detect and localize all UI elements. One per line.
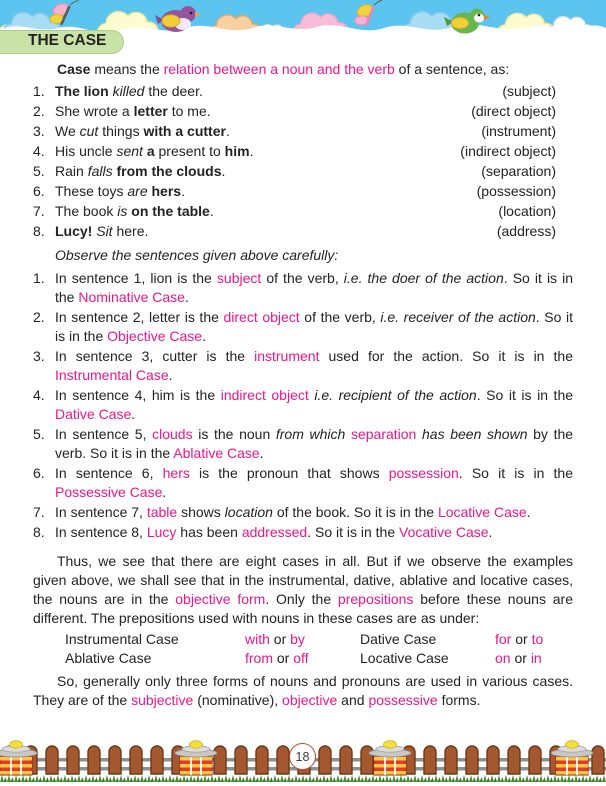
text-segment: The lion — [55, 83, 109, 99]
text-segment: cut — [79, 123, 99, 139]
example-item — [33, 202, 573, 221]
text-segment: has been shown — [422, 426, 528, 442]
text-segment: . So it is in the — [55, 270, 574, 305]
text-segment: relation between a noun and the verb — [163, 61, 395, 77]
text-segment: killed — [112, 83, 145, 99]
example-sentence — [55, 222, 497, 241]
example-sentence — [55, 162, 481, 181]
text-segment: Objective Case — [107, 328, 203, 344]
text-segment: . — [162, 484, 167, 500]
text-segment: sent — [116, 143, 143, 159]
case-role-label: (address) — [496, 223, 556, 239]
text-segment: prepositions — [337, 591, 414, 607]
prepositions-value — [495, 630, 573, 649]
section-header — [0, 30, 124, 54]
text-segment: addressed — [241, 524, 308, 540]
example-number: 6. — [33, 183, 45, 199]
text-segment: and — [337, 692, 369, 708]
text-segment: the deer. — [144, 83, 203, 99]
text-segment: things — [98, 123, 144, 139]
text-segment: objective — [282, 692, 338, 708]
text-segment: i.e. receiver of the action — [380, 309, 536, 325]
text-segment: or — [510, 650, 531, 666]
example-item — [33, 222, 573, 241]
example-item — [33, 182, 573, 201]
text-segment: of the book. So it is in the — [272, 504, 438, 520]
text-segment: . — [259, 445, 264, 461]
page-number-badge — [289, 743, 316, 770]
text-segment: present to — [154, 143, 225, 159]
text-segment: Case — [57, 61, 91, 77]
text-segment: possession — [388, 465, 459, 481]
text-segment: a — [146, 143, 155, 159]
observation-item — [33, 425, 573, 463]
prepositions-value — [495, 649, 573, 668]
case-name: Instrumental Case — [65, 631, 179, 647]
text-segment: . — [225, 123, 230, 139]
text-segment: by — [290, 631, 305, 647]
text-segment: falls — [87, 163, 113, 179]
observation-sentence — [55, 347, 573, 385]
case-role-label: (indirect object) — [460, 143, 556, 159]
text-segment: for — [495, 631, 512, 647]
text-segment: His uncle — [55, 143, 117, 159]
observation-number: 4. — [33, 387, 45, 403]
text-segment: These toys — [55, 183, 128, 199]
text-segment: . So it is in the — [458, 465, 574, 481]
observation-sentence — [55, 464, 573, 502]
case-role-label: (location) — [498, 203, 556, 219]
text-segment: Rain — [55, 163, 88, 179]
text-segment: Instrumental Case — [55, 367, 169, 383]
observation-item — [33, 523, 573, 542]
text-segment: him — [224, 143, 250, 159]
example-number: 1. — [33, 83, 45, 99]
case-role-label: (instrument) — [481, 123, 556, 139]
text-segment: direct object — [223, 309, 300, 325]
example-number: 3. — [33, 123, 45, 139]
text-segment: i.e. the doer of the action — [343, 270, 504, 286]
example-sentence — [55, 122, 481, 141]
text-segment: on — [495, 650, 511, 666]
observation-sentence — [55, 425, 573, 463]
case-name: Locative Case — [360, 650, 449, 666]
prepositions-table — [65, 630, 573, 668]
observation-number: 1. — [33, 270, 45, 286]
observation-item — [33, 269, 573, 307]
intro-paragraph — [33, 60, 573, 79]
example-item — [33, 142, 573, 161]
text-segment: from which — [275, 426, 346, 442]
text-segment: We — [55, 123, 80, 139]
observation-number: 7. — [33, 504, 45, 520]
example-number: 8. — [33, 223, 45, 239]
text-segment: . — [181, 183, 185, 199]
text-segment: is the pronoun that shows — [189, 465, 389, 481]
observation-sentence — [55, 523, 573, 542]
text-segment: of a sentence, as: — [394, 61, 510, 77]
text-segment: possessive — [368, 692, 438, 708]
text-segment: So, generally only three forms of nouns and pronouns are used in various cases. They are of the — [33, 673, 573, 708]
text-segment: is — [117, 203, 128, 219]
example-number: 2. — [33, 103, 45, 119]
example-sentence — [55, 182, 477, 201]
text-segment: subjective — [131, 692, 194, 708]
observation-item — [33, 347, 573, 385]
prepositions-value — [245, 649, 360, 668]
text-segment: letter — [133, 103, 168, 119]
text-segment: In sentence 1, lion is the — [55, 270, 217, 286]
example-sentence — [55, 82, 502, 101]
page-number: 18 — [295, 749, 310, 764]
observation-number: 5. — [33, 426, 45, 442]
page-content — [33, 60, 573, 710]
text-segment: instrument — [254, 348, 320, 364]
text-segment: Possessive Case — [55, 484, 163, 500]
case-role-label: (possession) — [476, 183, 556, 199]
text-segment: Lucy! — [55, 223, 93, 239]
observation-number: 8. — [33, 524, 45, 540]
observation-sentence — [55, 308, 573, 346]
text-segment: i.e. recipient of the action — [314, 387, 477, 403]
text-segment: Ablative Case — [173, 445, 260, 461]
example-item — [33, 82, 573, 101]
text-segment: . — [184, 289, 189, 305]
section-title: THE CASE — [28, 32, 107, 49]
text-segment: or — [511, 631, 532, 647]
text-segment: before these nouns are different. The prepositions used with nouns in these cases are as under: — [33, 591, 573, 626]
text-segment: . — [526, 504, 531, 520]
text-segment: subject — [216, 270, 262, 286]
text-segment: with a cutter — [143, 123, 226, 139]
example-item — [33, 162, 573, 181]
example-sentence — [55, 102, 471, 121]
text-segment: on the table — [131, 203, 210, 219]
text-segment: in — [530, 650, 542, 666]
text-segment: shows — [177, 504, 225, 520]
text-segment: objective form — [175, 591, 266, 607]
grass-strip — [0, 775, 606, 782]
text-segment: In sentence 4, him is the — [55, 387, 221, 403]
case-name: Dative Case — [360, 631, 437, 647]
text-segment: location — [224, 504, 273, 520]
prepositions-value — [245, 630, 360, 649]
case-role-label: (separation) — [481, 163, 556, 179]
example-sentence — [55, 202, 498, 221]
text-segment: or — [273, 650, 294, 666]
text-segment: or — [269, 631, 291, 647]
text-segment: here. — [112, 223, 149, 239]
example-number: 5. — [33, 163, 45, 179]
text-segment: of the verb, — [299, 309, 381, 325]
text-segment: clouds — [152, 426, 193, 442]
observation-number: 3. — [33, 348, 45, 364]
text-segment: . So it is in the — [55, 309, 574, 344]
case-name: Ablative Case — [65, 650, 152, 666]
text-segment: In sentence 5, — [55, 426, 153, 442]
text-segment: In sentence 3, cutter is the — [55, 348, 255, 364]
text-segment: with — [245, 631, 270, 647]
text-segment: Dative Case — [55, 406, 132, 422]
text-segment: Nominative Case — [78, 289, 185, 305]
case-role-label: (direct object) — [471, 103, 556, 119]
text-segment: used for the action. So it is in the — [319, 348, 573, 364]
text-segment: Sit — [96, 223, 113, 239]
text-segment: . So it is in the — [476, 387, 574, 403]
text-segment: . — [131, 406, 136, 422]
text-segment: from the clouds — [116, 163, 222, 179]
text-segment: . Only the — [265, 591, 338, 607]
text-segment: Thus, we see that there are eight cases in all. But if we observe the examples given above, we shall see that in the instrumental, dative, ablative and locative cases, the nouns are in the — [33, 553, 573, 607]
text-segment: from — [245, 650, 273, 666]
text-segment: Lucy — [146, 524, 177, 540]
text-segment: . — [209, 203, 214, 219]
text-segment: She wrote a — [55, 103, 134, 119]
example-number: 4. — [33, 143, 45, 159]
observations-list — [33, 269, 573, 542]
text-segment: Locative Case — [437, 504, 527, 520]
observation-item — [33, 386, 573, 424]
text-segment: of the verb, — [261, 270, 344, 286]
text-segment: In sentence 8, — [55, 524, 147, 540]
text-segment: In sentence 6, — [55, 465, 163, 481]
observation-sentence — [55, 503, 573, 522]
so-paragraph — [33, 672, 573, 710]
text-segment: to me. — [167, 103, 211, 119]
text-segment: . — [221, 163, 226, 179]
text-segment: is the noun — [192, 426, 276, 442]
text-segment: In sentence 7, — [55, 504, 147, 520]
text-segment: Vocative Case — [399, 524, 489, 540]
text-segment: by the verb. So it is in the — [55, 426, 574, 461]
text-segment: indirect object — [220, 387, 309, 403]
text-segment: The book — [55, 203, 118, 219]
text-segment: In sentence 2, letter is the — [55, 309, 224, 325]
text-segment: . So it is in the — [307, 524, 400, 540]
examples-list — [33, 82, 573, 241]
text-segment: . — [202, 328, 206, 344]
observation-sentence — [55, 386, 573, 424]
observation-number: 6. — [33, 465, 45, 481]
text-segment: are — [127, 183, 148, 199]
text-segment: off — [293, 650, 309, 666]
observation-item — [33, 464, 573, 502]
text-segment: hers — [162, 465, 190, 481]
text-segment: hers — [151, 183, 182, 199]
text-segment: has been — [176, 524, 242, 540]
observation-number: 2. — [33, 309, 45, 325]
text-segment: . — [488, 524, 493, 540]
text-segment: means the — [90, 61, 164, 77]
text-segment: forms. — [437, 692, 481, 708]
example-sentence — [55, 142, 460, 161]
text-segment: to — [531, 631, 544, 647]
observation-sentence — [55, 269, 573, 307]
observe-heading: Observe the sentences given above carefully: — [55, 247, 339, 263]
example-item — [33, 102, 573, 121]
case-role-label: (subject) — [502, 83, 556, 99]
thus-paragraph — [33, 552, 573, 628]
example-item — [33, 122, 573, 141]
text-segment: separation — [350, 426, 417, 442]
observation-item — [33, 308, 573, 346]
prepositions-row — [65, 630, 573, 649]
observation-item — [33, 503, 573, 522]
example-number: 7. — [33, 203, 45, 219]
text-segment: . — [249, 143, 254, 159]
text-segment: (nominative), — [193, 692, 283, 708]
text-segment: . — [168, 367, 173, 383]
text-segment: table — [146, 504, 178, 520]
prepositions-row — [65, 649, 573, 668]
